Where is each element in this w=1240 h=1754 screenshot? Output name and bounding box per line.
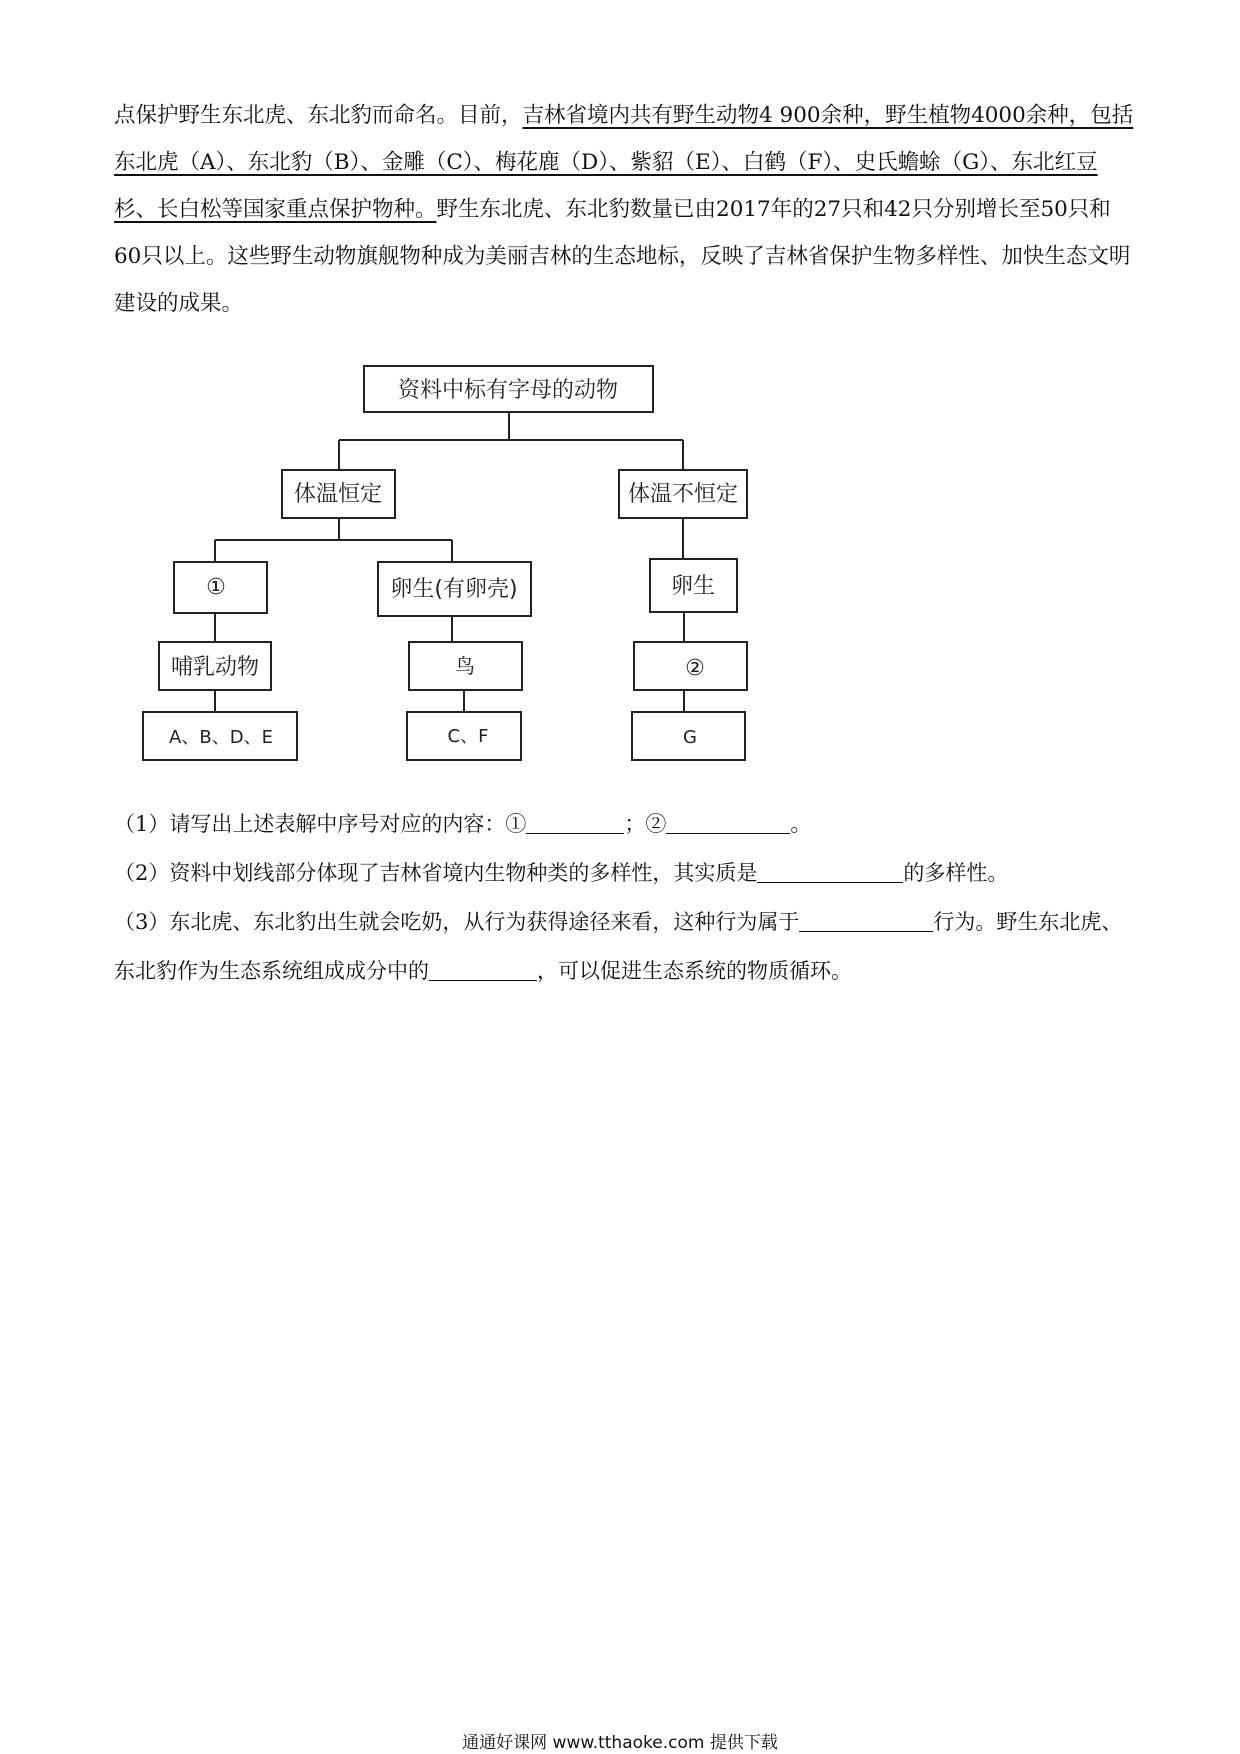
question-2: （2）资料中划线部分体现了吉林省境内生物种类的多样性，其实质是 的多样性。 — [114, 861, 1009, 885]
answer-blank-3[interactable] — [757, 861, 903, 883]
answer-blank-5[interactable] — [429, 959, 537, 981]
bird-label: 鸟 — [455, 654, 475, 678]
underlined-passage: 吉林省境内共有野生动物4 900余种，野生植物4000余种，包括东北虎（A）、东北豹（B）、金雕（C）、梅花鹿（D）、紫貂（E）、白鹤（F）、史氏蟾蜍（G）、东北红豆杉、长白松等国家重点保护物种。 — [114, 103, 1134, 222]
footer: 通通好课网 www.tthaoke.com 提供下载 — [462, 1733, 778, 1753]
variable-temp-label: 体温不恒定 — [627, 482, 739, 507]
passage-text-2: 野生东北虎、东北豹数量已由2017年的27只和42只分别增长至50只和60只以上。这些野生动物旗舰物种成为美丽吉林的生态地标，反映了吉林省保护生物多样性、加快生态文明建设的成果。 — [114, 197, 1131, 316]
oviparous-label: 卵生 — [670, 574, 716, 599]
root-label: 资料中标有字母的动物 — [397, 378, 619, 403]
answer-blank-1[interactable] — [526, 812, 624, 834]
classification-diagram — [0, 0, 1240, 800]
oviparous-shell-label: 卵生(有卵壳) — [390, 577, 518, 602]
group-g-label: G — [683, 727, 697, 748]
answer-blank-2[interactable] — [666, 812, 790, 834]
group-bird-label: C、F — [447, 726, 489, 747]
passage-text-1: 点保护野生东北虎、东北豹而命名。目前， — [114, 103, 523, 128]
answer-blank-4[interactable] — [799, 910, 933, 932]
blank2-label: ② — [685, 656, 705, 681]
questions — [114, 800, 1134, 996]
mammal-label: 哺乳动物 — [170, 655, 260, 680]
constant-temp-label: 体温恒定 — [293, 482, 383, 507]
question-1: （1）请写出上述表解中序号对应的内容：① ；② 。 — [114, 812, 812, 836]
group-mammal-label: A、B、D、E — [169, 727, 273, 748]
question-3: （3）东北虎、东北豹出生就会吃奶，从行为获得途径来看，这种行为属于 行为。野生东北虎、东北豹作为生态系统组成成分中的 ，可以促进生态系统的物质循环。 — [114, 910, 1123, 983]
blank1-label: ① — [206, 575, 226, 600]
